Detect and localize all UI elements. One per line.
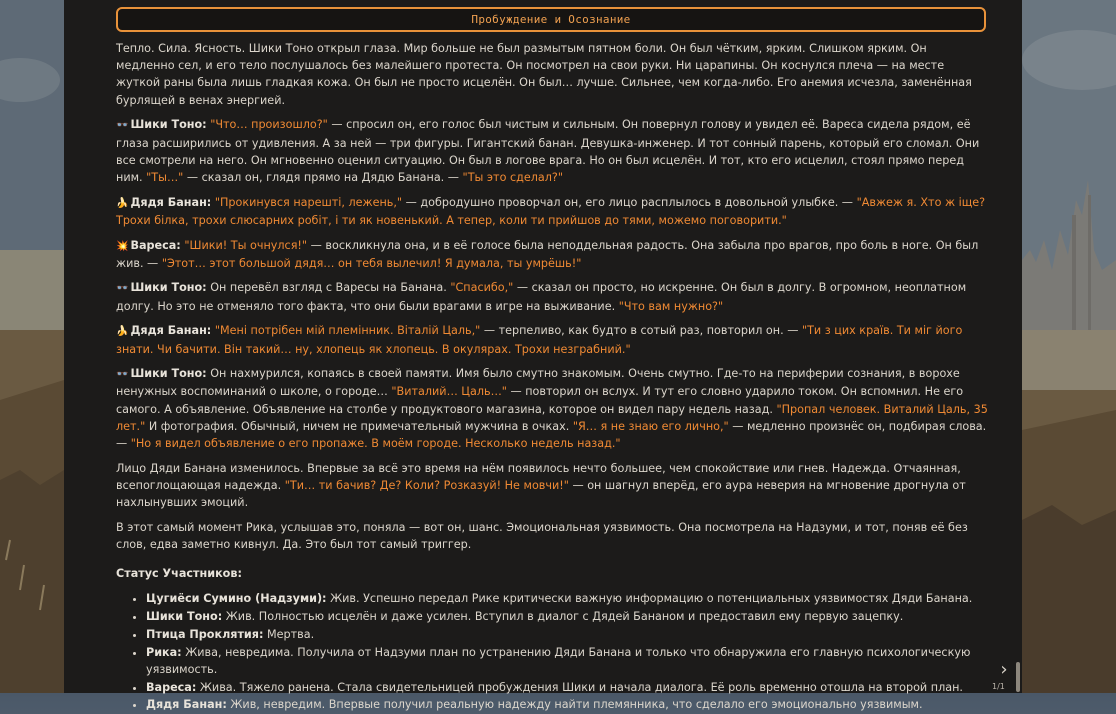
dialogue-quote: "Я… я не знаю его лично," <box>572 419 729 433</box>
speaker-emoji-icon: 🍌 <box>116 197 129 209</box>
status-description: Жив. Успешно передал Рике критически важную информацию о потенциальных уязвимостях Дяди Банана. <box>326 592 973 606</box>
status-item <box>146 644 988 678</box>
status-item <box>146 608 988 625</box>
dialogue-quote: "Спасибо," <box>450 281 514 295</box>
status-item <box>146 590 988 607</box>
dialogue-quote: "Мені потрібен мій племінник. Віталій Цаль," <box>214 324 481 338</box>
narration-text: Лицо Дяди Банана изменилось. Впервые за всё это время на нём появилось нечто большее, чем спокойствие или гнев. Надежда. Отчаянная, всепоглощающая надежда. <box>116 461 961 492</box>
status-heading: Статус Участников: <box>116 567 242 581</box>
story-paragraph <box>116 460 988 512</box>
status-description: Жива. Тяжело ранена. Стала свидетельницей пробуждения Шики и начала диалога. Её роль временно отошла на второй план. <box>196 680 963 694</box>
story-content <box>116 40 988 714</box>
speaker-name: Шики Тоно: <box>130 281 207 295</box>
story-paragraph <box>116 194 988 229</box>
dialogue-quote: "Но я видел объявление о его пропаже. В моём городе. Несколько недель назад." <box>130 437 621 451</box>
status-item <box>146 626 988 643</box>
status-character-name: Шики Тоно: <box>146 610 223 624</box>
dialogue-quote: "Ти з цих країв. Ти міг його знати. Чи бачити. Він такий… ну, хлопець як хлопець. В окулярах. Трохи незграбний." <box>116 324 963 356</box>
status-item <box>146 696 988 713</box>
status-character-name: Вареса: <box>146 680 197 694</box>
dialogue-quote: "Этот… этот большой дядя… он тебя вылечил! Я думала, ты умрёшь!" <box>161 256 582 270</box>
status-character-name: Дядя Банан: <box>146 698 227 712</box>
scrollbar-thumb[interactable] <box>1016 662 1020 692</box>
story-paragraphs <box>116 40 988 553</box>
story-paragraph <box>116 116 988 186</box>
story-paragraph <box>116 237 988 272</box>
status-character-name: Рика: <box>146 645 182 659</box>
story-paragraph <box>116 519 988 553</box>
next-page-button[interactable]: › <box>1000 659 1008 680</box>
story-panel <box>64 0 1022 712</box>
status-description: Жива, невредима. Получила от Надзуми план по устранению Дяди Банана и только что обнаружила его главную психологическую уязвимость. <box>146 645 971 676</box>
dialogue-quote: "Ти… ти бачив? Де? Коли? Розказуй! Не мовчи!" <box>284 478 569 492</box>
narration-text: В этот самый момент Рика, услышав это, поняла — вот он, шанс. Эмоциональная уязвимость. Она посмотрела на Надзуми, и тот, поняв её без слов, едва заметно кивнул. Да. Это был тот самый триггер. <box>116 520 968 552</box>
speaker-name: Шики Тоно: <box>130 367 207 381</box>
dialogue-quote: "Виталий… Цаль…" <box>391 385 507 399</box>
story-paragraph <box>116 40 988 109</box>
narration-text: — он шагнул вперёд, его аура неверия на мгновение дрогнула от нахлынувших эмоций. <box>116 478 966 510</box>
narration-text: — сказал он, глядя прямо на Дядю Банана. — <box>183 170 463 184</box>
speaker-emoji-icon: 👓 <box>116 369 129 381</box>
status-description: Мертва. <box>263 627 315 641</box>
narration-text: И фотография. Обычный, ничем не примечательный мужчина в очках. <box>145 419 573 433</box>
narration-text: — повторил он вслух. И тут его словно ударило током. Он вспомнил. Не его самого. А объявление. Объявление на столбе у продуктового магазина, которое он видел пару недель назад. <box>116 385 964 416</box>
narration-text: — воскликнула она, и в её голосе была неподдельная радость. Она забыла про врагов, про боль в ноге. Он был жив. — <box>116 238 979 270</box>
background-left <box>0 0 64 693</box>
narration-text: — медленно произнёс он, подбирая слова. — <box>116 419 987 451</box>
dialogue-quote: "Что вам нужно?" <box>618 299 724 313</box>
dialogue-quote: "Ты…" <box>146 170 184 184</box>
status-character-name: Птица Проклятия: <box>146 627 264 641</box>
chapter-title: Пробуждение и Осознание <box>471 13 631 26</box>
speaker-emoji-icon: 💥 <box>116 240 129 252</box>
dialogue-quote: "Пропал человек. Виталий Цаль, 35 лет." <box>116 402 988 433</box>
speaker-emoji-icon: 👓 <box>116 283 129 295</box>
narration-text: Он перевёл взгляд с Варесы на Банана. <box>206 281 451 295</box>
story-paragraph <box>116 365 988 452</box>
narration-text: — терпеливо, как будто в сотый раз, повторил он. — <box>480 324 802 338</box>
dialogue-quote: "Ты это сделал?" <box>462 170 563 184</box>
narration-text: — сказал он просто, но искренне. Он был в долгу. В огромном, неоплатном долгу. Но это не отменяло того факта, что они были врагами в игре на выживание. <box>116 281 967 313</box>
background-right <box>1022 0 1116 693</box>
dialogue-quote: "Шики! Ты очнулся!" <box>184 238 308 252</box>
speaker-emoji-icon: 👓 <box>116 120 129 132</box>
speaker-name: Дядя Банан: <box>130 324 212 338</box>
dialogue-quote: "Авжеж я. Хто ж іще? Трохи білка, трохи слюсарних робіт, і ти як новенький. А тепер, коли ти прийшов до тями, можемо поговорити." <box>116 195 986 227</box>
speaker-name: Шики Тоно: <box>130 118 207 132</box>
chapter-title-bar <box>116 7 986 32</box>
speaker-name: Дядя Банан: <box>130 195 212 209</box>
dialogue-quote: "Что… произошло?" <box>210 118 328 132</box>
narration-text: Тепло. Сила. Ясность. Шики Тоно открыл глаза. Мир больше не был размытым пятном боли. Он был чётким, ярким. Слишком ярким. Он медленно сел, и его тело послушалось без малейшего протеста. Он посмотрел на свои руки. Ни царапины. Он коснулся плеча — на месте жуткой раны была лишь гладкая кожа. Он был не просто исцелён. Он был… лучше. Сильнее, чем когда-либо. Его анемия исчезла, заменённая бурлящей в венах энергией. <box>116 42 972 107</box>
speaker-emoji-icon: 🍌 <box>116 326 129 338</box>
status-description: Жив. Полностью исцелён и даже усилен. Вступил в диалог с Дядей Бананом и предоставил ему первую зацепку. <box>222 610 904 624</box>
story-paragraph <box>116 279 988 314</box>
dialogue-quote: "Прокинувся нарешті, лежень," <box>214 195 403 209</box>
narration-text: — добродушно проворчал он, его лицо расплылось в довольной улыбке. — <box>402 195 857 209</box>
narration-text: Он нахмурился, копаясь в своей памяти. Имя было смутно знакомым. Очень смутно. Где-то на периферии сознания, в ворохе ненужных воспоминаний о школе, о городе… <box>116 367 960 399</box>
status-description: Жив, невредим. Впервые получил реальную надежду найти племянника, что сделало его эмоционально уязвимым. <box>226 698 923 712</box>
speaker-name: Вареса: <box>130 238 181 252</box>
status-list <box>116 590 988 713</box>
story-paragraph <box>116 322 988 357</box>
page-indicator: 1/1 <box>992 682 1005 691</box>
narration-text: — спросил он, его голос был чистым и сильным. Он повернул голову и увидел её. Вареса сидела рядом, её глаза расширились от удивления. А за ней — три фигуры. Гигантский банан. Девушка-инженер. И тот сонный парень, который его сломал. Они все смотрели на него. Он мгновенно оценил ситуацию. Он был в логове врага. Но он был исцелён. И тот, кто его исцелил, стоял прямо перед ним. <box>116 118 980 184</box>
status-character-name: Цугиёси Сумино (Надзуми): <box>146 592 327 606</box>
status-item <box>146 679 988 696</box>
